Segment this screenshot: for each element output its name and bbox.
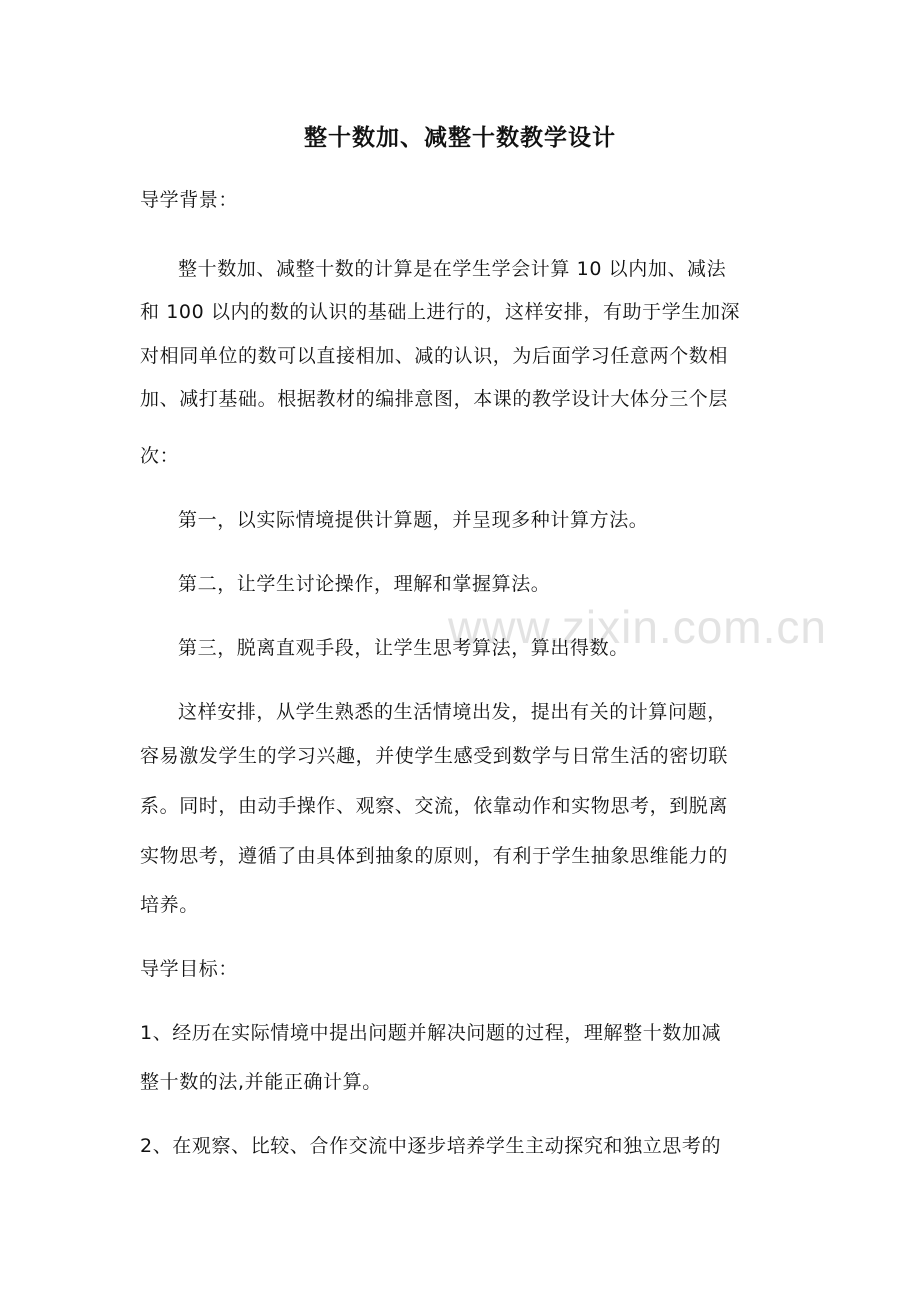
paragraph-line: 容易激发学生的学习兴趣，并使学生感受到数学与日常生活的密切联 [140,745,729,767]
watermark: www.zixin.com.cn [448,601,827,653]
objective-item-2: 2、在观察、比较、合作交流中逐步培养学生主动探究和独立思考的 [140,1135,722,1157]
paragraph-line: 这样安排，从学生熟悉的生活情境出发，提出有关的计算问题， [178,701,727,723]
paragraph-line: 加、减打基础。根据教材的编排意图，本课的教学设计大体分三个层 [140,388,729,410]
paragraph-line: 和 100 以内的数的认识的基础上进行的，这样安排，有助于学生加深 [140,301,741,323]
paragraph-line: 培养。 [140,894,199,916]
paragraph-line: 整十数加、减整十数的计算是在学生学会计算 10 以内加、减法 [178,258,727,280]
list-item-second: 第二，让学生讨论操作，理解和掌握算法。 [178,573,551,595]
section-heading-background: 导学背景： [140,189,239,211]
list-item-third: 第三，脱离直观手段，让学生思考算法，算出得数。 [178,637,629,659]
objective-item-1: 1、经历在实际情境中提出问题并解决问题的过程，理解整十数加减 [140,1022,722,1044]
paragraph-line: 对相同单位的数可以直接相加、减的认识，为后面学习任意两个数相 [140,345,729,367]
paragraph-line: 系。同时，由动手操作、观察、交流，依靠动作和实物思考，到脱离 [140,795,729,817]
document-title: 整十数加、减整十数教学设计 [304,125,616,151]
objective-item-1-cont: 整十数的法,并能正确计算。 [140,1071,382,1093]
list-item-first: 第一，以实际情境提供计算题，并呈现多种计算方法。 [178,509,649,531]
section-heading-objectives: 导学目标： [140,958,239,980]
paragraph-line: 次： [140,445,180,467]
paragraph-line: 实物思考，遵循了由具体到抽象的原则，有利于学生抽象思维能力的 [140,845,729,867]
